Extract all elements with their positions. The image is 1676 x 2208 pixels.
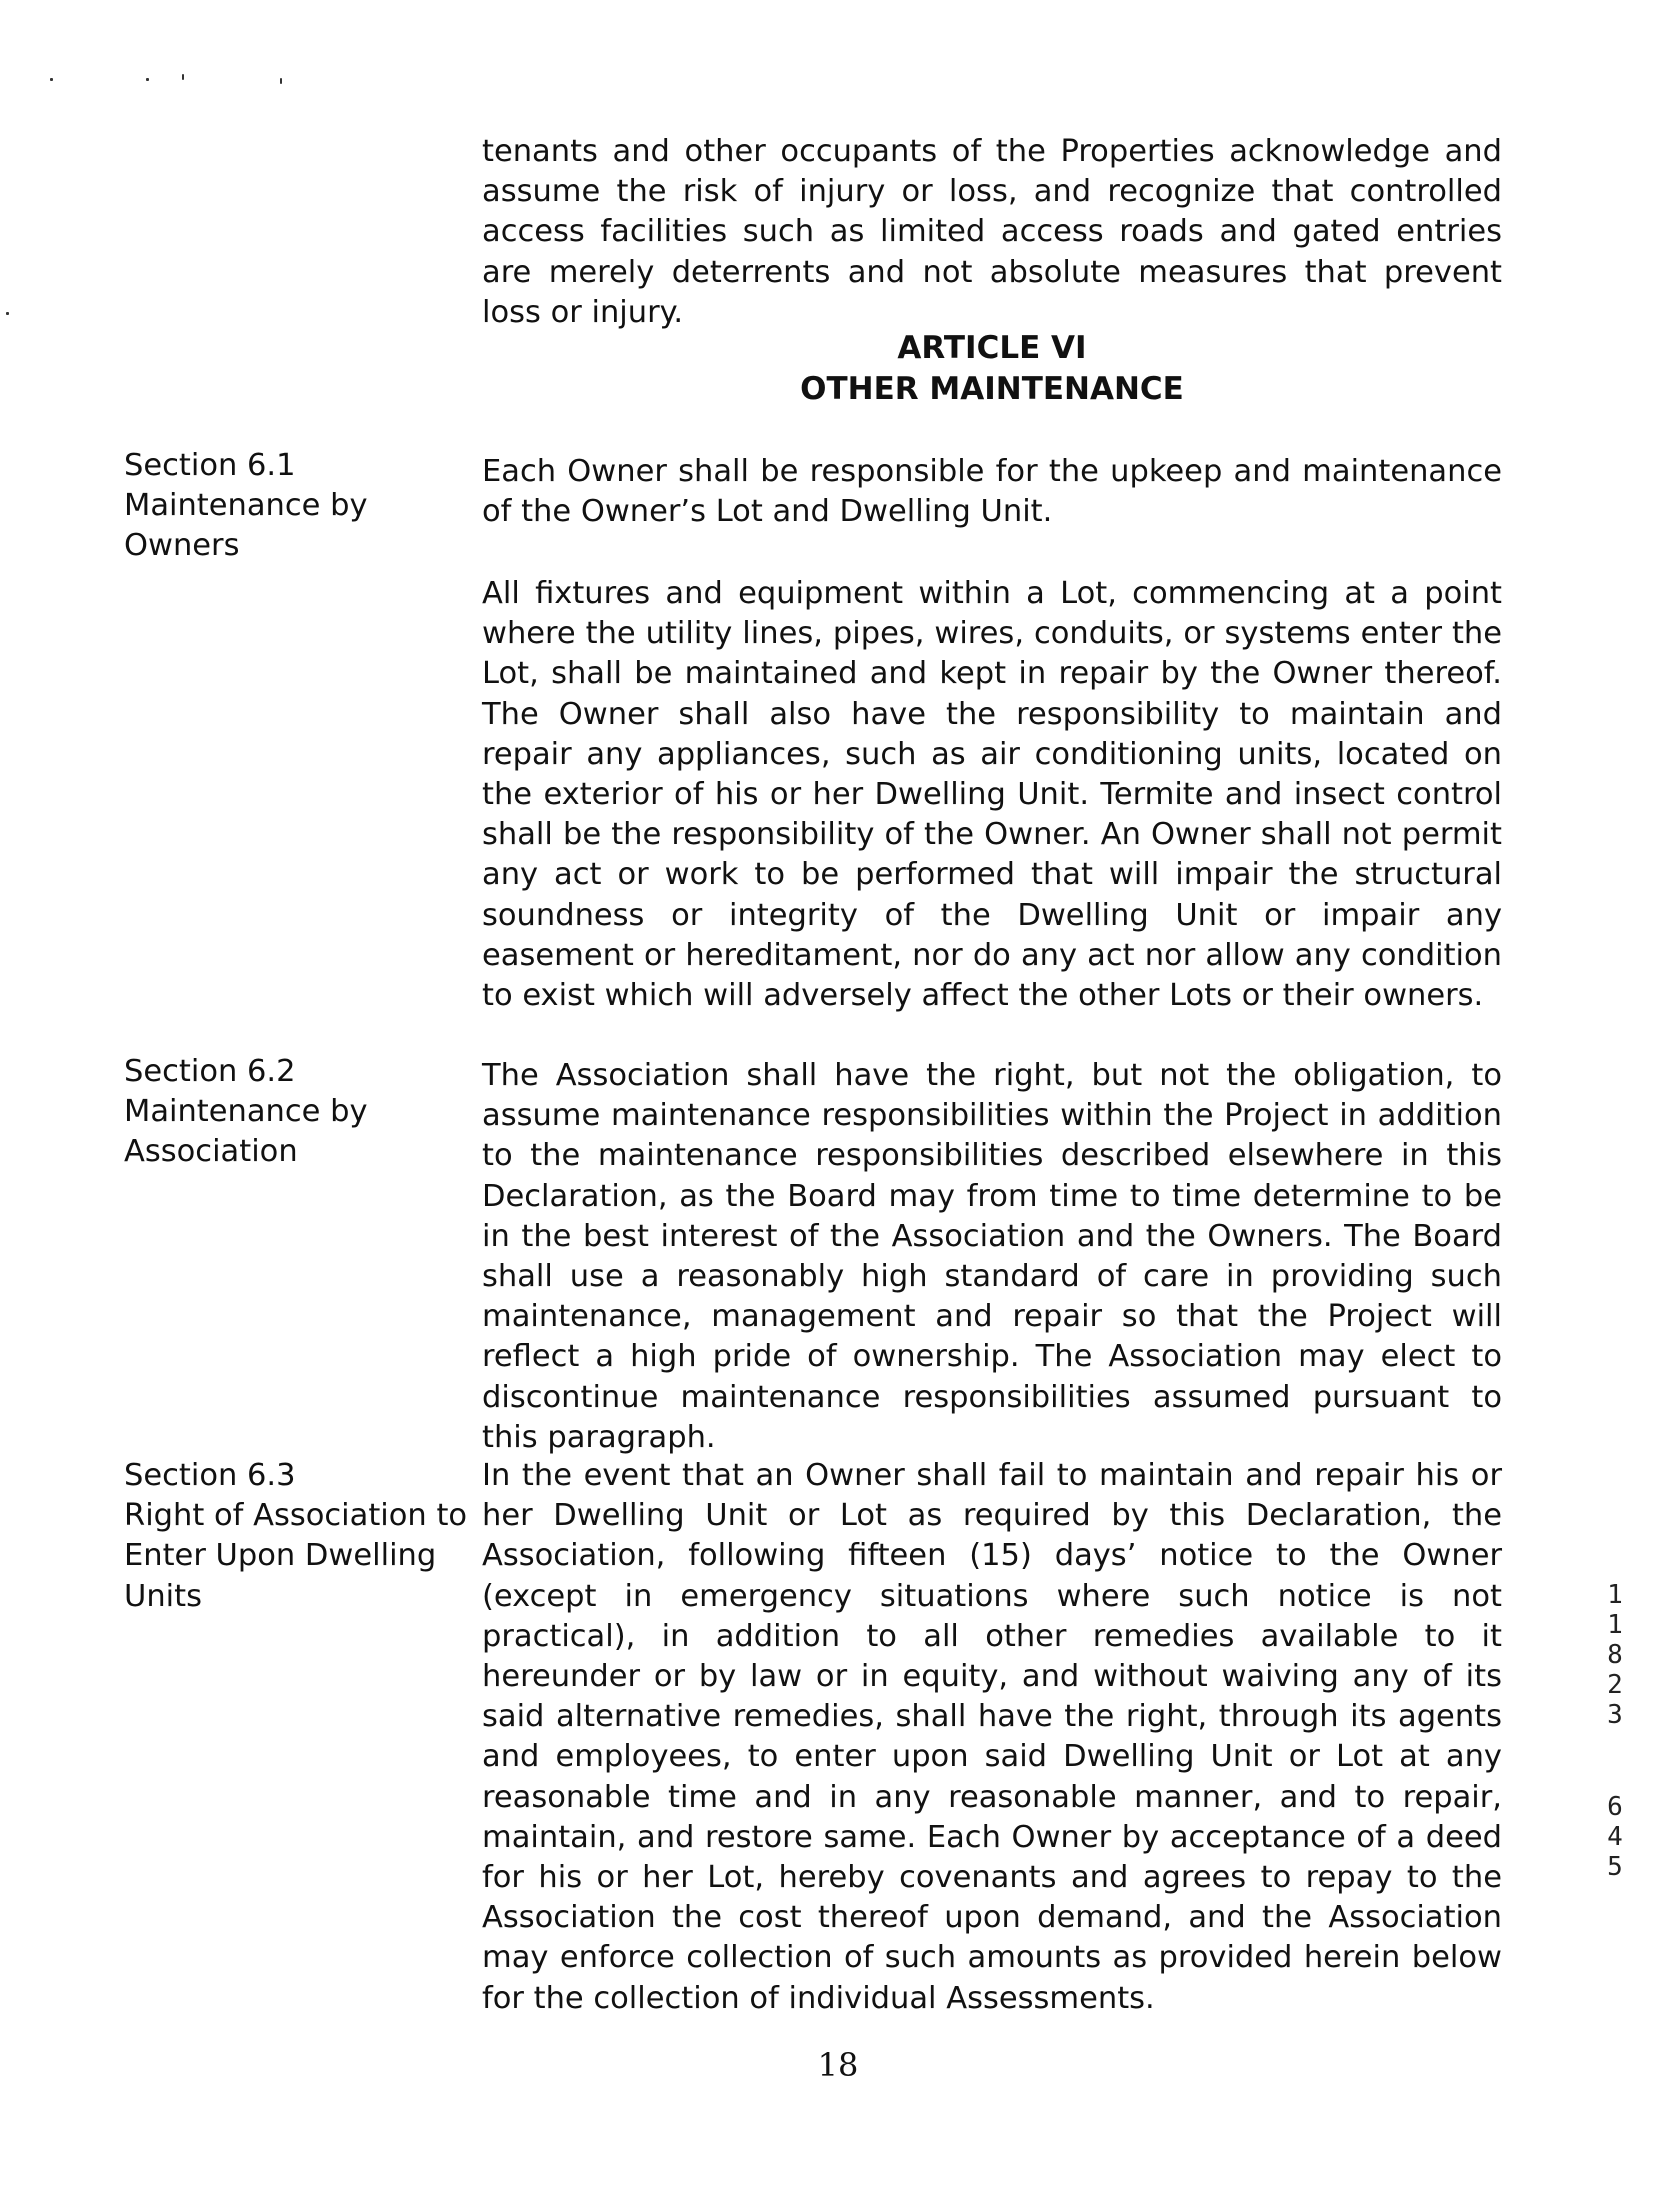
recording-stamp-lower: [1598, 1792, 1632, 1882]
stamp-digit: 3: [1607, 1700, 1623, 1730]
section-title-line: Maintenance by: [124, 1094, 368, 1130]
section-title-line: Association: [124, 1134, 298, 1170]
section-number: Section 6.3: [124, 1458, 296, 1493]
stamp-digit: 2: [1607, 1670, 1623, 1700]
article-heading: [482, 328, 1502, 410]
article-title: OTHER MAINTENANCE: [800, 371, 1184, 407]
section-6-1-paragraph-1: Each Owner shall be responsible for the upkeep and maintenance of the Owner’s Lot and Dwelling Unit.: [482, 454, 1502, 530]
article-number: ARTICLE VI: [897, 330, 1087, 366]
stamp-digit: 4: [1607, 1822, 1623, 1852]
stamp-digit: 8: [1607, 1640, 1623, 1670]
stamp-digit: 1: [1607, 1580, 1623, 1610]
section-title-line: Enter Upon Dwelling: [124, 1538, 437, 1574]
scan-specks: [50, 72, 290, 92]
scan-speck: [6, 312, 9, 315]
section-number: Section 6.1: [124, 448, 296, 483]
stamp-digit: 1: [1607, 1610, 1623, 1640]
section-title-line: Right of Association to: [124, 1498, 468, 1534]
stamp-digit: 5: [1607, 1852, 1623, 1882]
section-6-1-paragraph-2: All fixtures and equipment within a Lot, commencing at a point where the utility lines, pipes, wires, conduits, or systems enter the Lot, shall be maintained and kept in repair by the Owner thereof. The Owner shall also have the responsibility to maintain and repair any appliances, such as air conditioning units, located on the exterior of his or her Dwelling Unit. Termite and insect control shall be the responsibility of the Owner. An Owner shall not permit any act or work to be performed that will impair the structural soundness or integrity of the Dwelling Unit or impair any easement or hereditament, nor do any act nor allow any condition to exist which will adversely affect the other Lots or their owners.: [482, 576, 1502, 1014]
section-title-line: Maintenance by: [124, 488, 368, 524]
section-6-1-label: [124, 446, 464, 567]
section-6-2-label: [124, 1052, 464, 1173]
section-6-2-paragraph: The Association shall have the right, but not the obligation, to assume maintenance responsibilities within the Project in addition to the maintenance responsibilities described elsewhere in this Declaration, as the Board may from time to time determine to be in the best interest of the Association and the Owners. The Board shall use a reasonably high standard of care in providing such maintenance, management and repair so that the Project will reflect a high pride of ownership. The Association may elect to discontinue maintenance responsibilities assumed pursuant to this paragraph.: [482, 1058, 1502, 1455]
section-title-line: Units: [124, 1578, 202, 1614]
page-number: 18: [817, 2046, 859, 2084]
intro-paragraph: tenants and other occupants of the Properties acknowledge and assume the risk of injury or loss, and recognize that controlled access facilities such as limited access roads and gated entries are merely deterrents and not absolute measures that prevent loss or injury.: [482, 134, 1502, 330]
recording-stamp-upper: [1598, 1580, 1632, 1730]
section-6-3-label: [124, 1456, 468, 1617]
stamp-digit: 6: [1607, 1792, 1623, 1822]
section-title-line: Owners: [124, 528, 240, 564]
section-number: Section 6.2: [124, 1054, 296, 1089]
section-6-3-paragraph: In the event that an Owner shall fail to maintain and repair his or her Dwelling Unit or Lot as required by this Declaration, the Association, following fifteen (15) days’ notice to the Owner (except in emergency situations where such notice is not practical), in addition to all other remedies available to it hereunder or by law or in equity, and without waiving any of its said alternative remedies, shall have the right, through its agents and employees, to enter upon said Dwelling Unit or Lot at any reasonable time and in any reasonable manner, and to repair, maintain, and restore same. Each Owner by acceptance of a deed for his or her Lot, hereby covenants and agrees to repay to the Association the cost thereof upon demand, and the Association may enforce collection of such amounts as provided herein below for the collection of individual Assessments.: [482, 1458, 1502, 2016]
